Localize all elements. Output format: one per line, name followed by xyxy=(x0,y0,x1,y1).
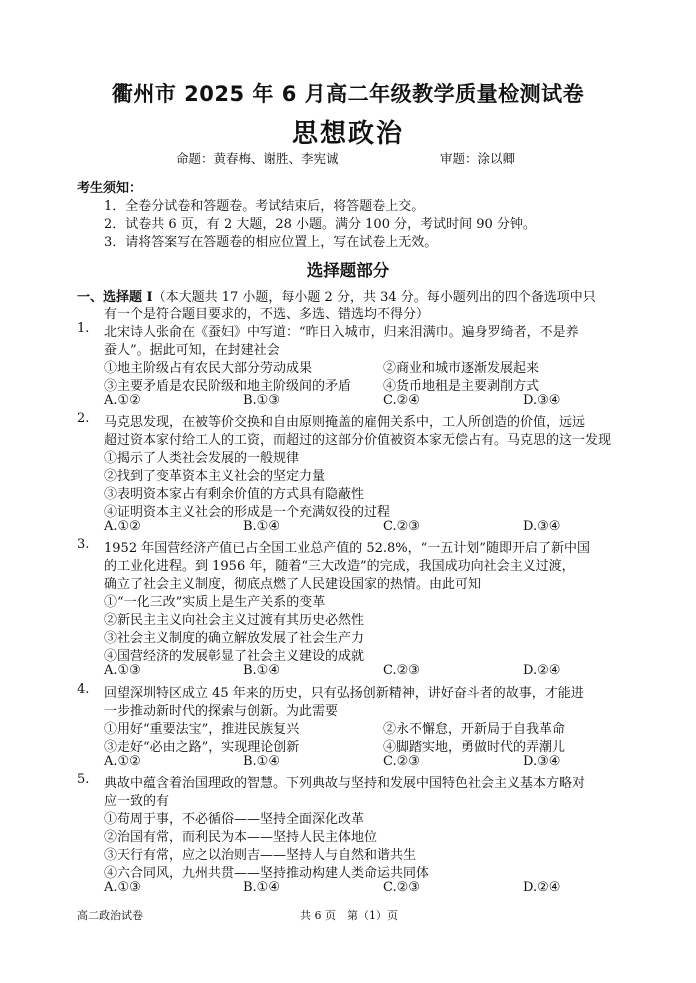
question-stem: 的工业化进程。到 1956 年，随着“三大改造”的完成，我国成功向社会主义过渡， xyxy=(104,559,575,574)
answer-option-d: D.③④ xyxy=(523,519,561,534)
answer-option-c: C.②③ xyxy=(383,754,420,769)
answer-option-a: A.①② xyxy=(104,393,141,408)
question-number: 2. xyxy=(77,411,90,426)
answer-option-c: C.②④ xyxy=(383,393,420,408)
statement: ③走好“必由之路”，实现理论创新 xyxy=(104,740,300,755)
question-stem: 确立了社会主义制度，彻底点燃了人民建设国家的热情。由此可知 xyxy=(104,577,482,592)
statement: ④证明资本主义社会的形成是一个充满奴役的过程 xyxy=(104,505,391,520)
answer-option-b: B.①④ xyxy=(243,519,280,534)
statement: ③主要矛盾是农民阶级和地主阶级间的矛盾 xyxy=(104,379,352,394)
statement: ③社会主义制度的确立解放发展了社会生产力 xyxy=(104,631,365,646)
answer-option-c: C.②③ xyxy=(383,663,420,678)
section-title: 选择题部分 xyxy=(306,261,390,280)
answer-option-d: D.②④ xyxy=(523,880,561,895)
question-stem: 一步推动新时代的探索与创新。为此需要 xyxy=(104,704,339,719)
footer-paper-name: 高二政治试卷 xyxy=(77,909,143,922)
statement: ④货币地租是主要剥削方式 xyxy=(383,379,540,394)
question-stem: 北宋诗人张俞在《蚕妇》中写道：“昨日入城市，归来泪满巾。遍身罗绮者，不是养 xyxy=(104,325,579,340)
statement: ②永不懈怠，开新局于自我革命 xyxy=(383,722,566,737)
exam-title: 衢州市 2025 年 6 月高二年级教学质量检测试卷 xyxy=(111,82,585,106)
question-stem: 超过资本家付给工人的工资，而超过的这部分价值被资本家无偿占有。马克思的这一发现 xyxy=(104,433,612,448)
part-label: 一、选择题 I xyxy=(77,290,153,305)
answer-option-b: B.①③ xyxy=(243,393,280,408)
statement: ③表明资本家占有剩余价值的方式具有隐蔽性 xyxy=(104,487,365,502)
answer-option-d: D.③④ xyxy=(523,754,561,769)
statement: ③天行有常，应之以治则吉——坚持人与自然和谐共生 xyxy=(104,848,417,863)
answer-option-a: A.①③ xyxy=(104,880,141,895)
notice-heading: 考生须知： xyxy=(77,181,143,196)
notice-item: 2．试卷共 6 页，有 2 大题，28 小题。满分 100 分，考试时间 90 分钟。 xyxy=(104,217,536,232)
part-text-continued: 有一个是符合题目要求的，不选、多选、错选均不得分） xyxy=(104,307,430,322)
answer-option-d: D.③④ xyxy=(523,393,561,408)
question-number: 5. xyxy=(77,772,90,787)
statement: ④脚踏实地，勇做时代的弄潮儿 xyxy=(383,740,566,755)
question-stem: 典故中蕴含着治国理政的智慧。下列典故与坚持和发展中国特色社会主义基本方略对 xyxy=(104,776,586,791)
answer-option-b: B.①④ xyxy=(243,663,280,678)
answer-option-a: A.①② xyxy=(104,519,141,534)
question-number: 1. xyxy=(77,321,90,336)
answer-option-c: C.②③ xyxy=(383,880,420,895)
answer-option-a: A.①③ xyxy=(104,663,141,678)
statement: ①地主阶级占有农民大部分劳动成果 xyxy=(104,361,313,376)
answer-option-a: A.①② xyxy=(104,754,141,769)
answer-option-b: B.①④ xyxy=(243,880,280,895)
question-stem: 应一致的有 xyxy=(104,794,170,809)
part-text: （本大题共 17 小题，每小题 2 分，共 34 分。每小题列出的四个备选项中只 xyxy=(152,290,596,305)
notice-item: 1．全卷分试卷和答题卷。考试结束后，将答题卷上交。 xyxy=(104,199,425,214)
statement: ②商业和城市逐渐发展起来 xyxy=(383,361,540,376)
statement: ②新民主主义向社会主义过渡有其历史必然性 xyxy=(104,613,365,628)
statement: ②找到了变革资本主义社会的坚定力量 xyxy=(104,469,326,484)
statement: ②治国有常，而利民为本——坚持人民主体地位 xyxy=(104,830,378,845)
authors-line: 命题：黄春梅、谢胜、李宪诚 xyxy=(176,151,339,166)
statement: ④六合同风，九州共贯——坚持推动构建人类命运共同体 xyxy=(104,866,430,881)
question-number: 4. xyxy=(77,682,90,697)
footer-page-number: 共 6 页 第（1）页 xyxy=(300,909,398,922)
statement: ①揭示了人类社会发展的一般规律 xyxy=(104,451,300,466)
notice-item: 3．请将答案写在答题卷的相应位置上，写在试卷上无效。 xyxy=(104,235,438,250)
answer-option-d: D.②④ xyxy=(523,663,561,678)
reviewer-line: 审题：涂以卿 xyxy=(440,151,516,166)
statement: ①苟周于事，不必循俗——坚持全面深化改革 xyxy=(104,812,365,827)
statement: ①“一化三改”实质上是生产关系的变革 xyxy=(104,595,326,610)
statement: ④国营经济的发展彰显了社会主义建设的成就 xyxy=(104,649,365,664)
subject-title: 思想政治 xyxy=(291,119,404,149)
question-stem: 蚕人”。据此可知，在封建社会 xyxy=(104,343,280,358)
answer-option-c: C.②③ xyxy=(383,519,420,534)
question-number: 3. xyxy=(77,537,90,552)
answer-option-b: B.①④ xyxy=(243,754,280,769)
question-stem: 回望深圳特区成立 45 年来的历史，只有弘扬创新精神，讲好奋斗者的故事，才能进 xyxy=(104,686,584,701)
statement: ①用好“重要法宝”，推进民族复兴 xyxy=(104,722,300,737)
question-stem: 1952 年国营经济产值已占全国工业总产值的 52.8%，“一五计划”随即开启了新中国 xyxy=(104,541,590,556)
question-stem: 马克思发现，在被等价交换和自由原则掩盖的雇佣关系中，工人所创造的价值，远远 xyxy=(104,415,586,430)
